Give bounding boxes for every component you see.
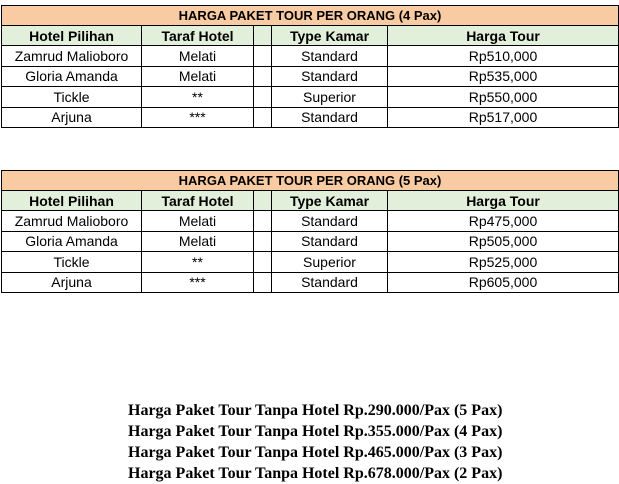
table-title: HARGA PAKET TOUR PER ORANG (5 Pax): [2, 171, 619, 191]
table-title: HARGA PAKET TOUR PER ORANG (4 Pax): [2, 6, 619, 26]
price-cell: Rp510,000: [388, 46, 619, 67]
blank-cell: [254, 211, 272, 232]
blank-cell: [254, 272, 272, 293]
type-cell: Standard: [272, 231, 388, 252]
blank-cell: [254, 107, 272, 128]
column-header-harga: Harga Tour: [388, 26, 619, 46]
note-line: Harga Paket Tour Tanpa Hotel Rp.465.000/Pax (3 Pax): [128, 444, 503, 461]
taraf-cell: **: [142, 87, 254, 108]
taraf-cell: **: [142, 252, 254, 273]
price-cell: Rp525,000: [388, 252, 619, 273]
taraf-cell: ***: [142, 272, 254, 293]
hotel-cell: Gloria Amanda: [2, 66, 142, 87]
note-line: Harga Paket Tour Tanpa Hotel Rp.678.000/Pax (2 Pax): [128, 465, 503, 482]
type-cell: Superior: [272, 87, 388, 108]
column-header-taraf: Taraf Hotel: [142, 26, 254, 46]
hotel-cell: Arjuna: [2, 272, 142, 293]
column-header-hotel: Hotel Pilihan: [2, 26, 142, 46]
blank-cell: [254, 231, 272, 252]
price-cell: Rp535,000: [388, 66, 619, 87]
column-header-type: Type Kamar: [272, 191, 388, 211]
taraf-cell: ***: [142, 107, 254, 128]
note-line: Harga Paket Tour Tanpa Hotel Rp.355.000/Pax (4 Pax): [128, 423, 503, 440]
type-cell: Superior: [272, 252, 388, 273]
hotel-cell: Zamrud Malioboro: [2, 211, 142, 232]
price-notes: [128, 400, 608, 484]
column-header-taraf: Taraf Hotel: [142, 191, 254, 211]
taraf-cell: Melati: [142, 231, 254, 252]
column-header-type: Type Kamar: [272, 26, 388, 46]
column-header-hotel: Hotel Pilihan: [2, 191, 142, 211]
hotel-cell: Gloria Amanda: [2, 231, 142, 252]
taraf-cell: Melati: [142, 46, 254, 67]
type-cell: Standard: [272, 107, 388, 128]
hotel-cell: Tickle: [2, 252, 142, 273]
price-cell: Rp550,000: [388, 87, 619, 108]
blank-cell: [254, 87, 272, 108]
column-header-harga: Harga Tour: [388, 191, 619, 211]
table-row: [2, 66, 619, 87]
taraf-cell: Melati: [142, 211, 254, 232]
type-cell: Standard: [272, 211, 388, 232]
taraf-cell: Melati: [142, 66, 254, 87]
price-cell: Rp505,000: [388, 231, 619, 252]
column-header-blank: [254, 191, 272, 211]
hotel-cell: Arjuna: [2, 107, 142, 128]
column-header-blank: [254, 26, 272, 46]
hotel-cell: Tickle: [2, 87, 142, 108]
table-row: [2, 252, 619, 273]
table-row: [2, 211, 619, 232]
type-cell: Standard: [272, 46, 388, 67]
hotel-cell: Zamrud Malioboro: [2, 46, 142, 67]
blank-cell: [254, 46, 272, 67]
table-row: [2, 107, 619, 128]
table-row: [2, 46, 619, 67]
note-line: Harga Paket Tour Tanpa Hotel Rp.290.000/Pax (5 Pax): [128, 402, 503, 419]
type-cell: Standard: [272, 272, 388, 293]
price-cell: Rp517,000: [388, 107, 619, 128]
table-row: [2, 87, 619, 108]
price-table-4pax: [1, 5, 619, 128]
price-cell: Rp475,000: [388, 211, 619, 232]
blank-cell: [254, 66, 272, 87]
price-cell: Rp605,000: [388, 272, 619, 293]
table-row: [2, 272, 619, 293]
price-table-5pax: [1, 170, 619, 293]
type-cell: Standard: [272, 66, 388, 87]
blank-cell: [254, 252, 272, 273]
table-row: [2, 231, 619, 252]
